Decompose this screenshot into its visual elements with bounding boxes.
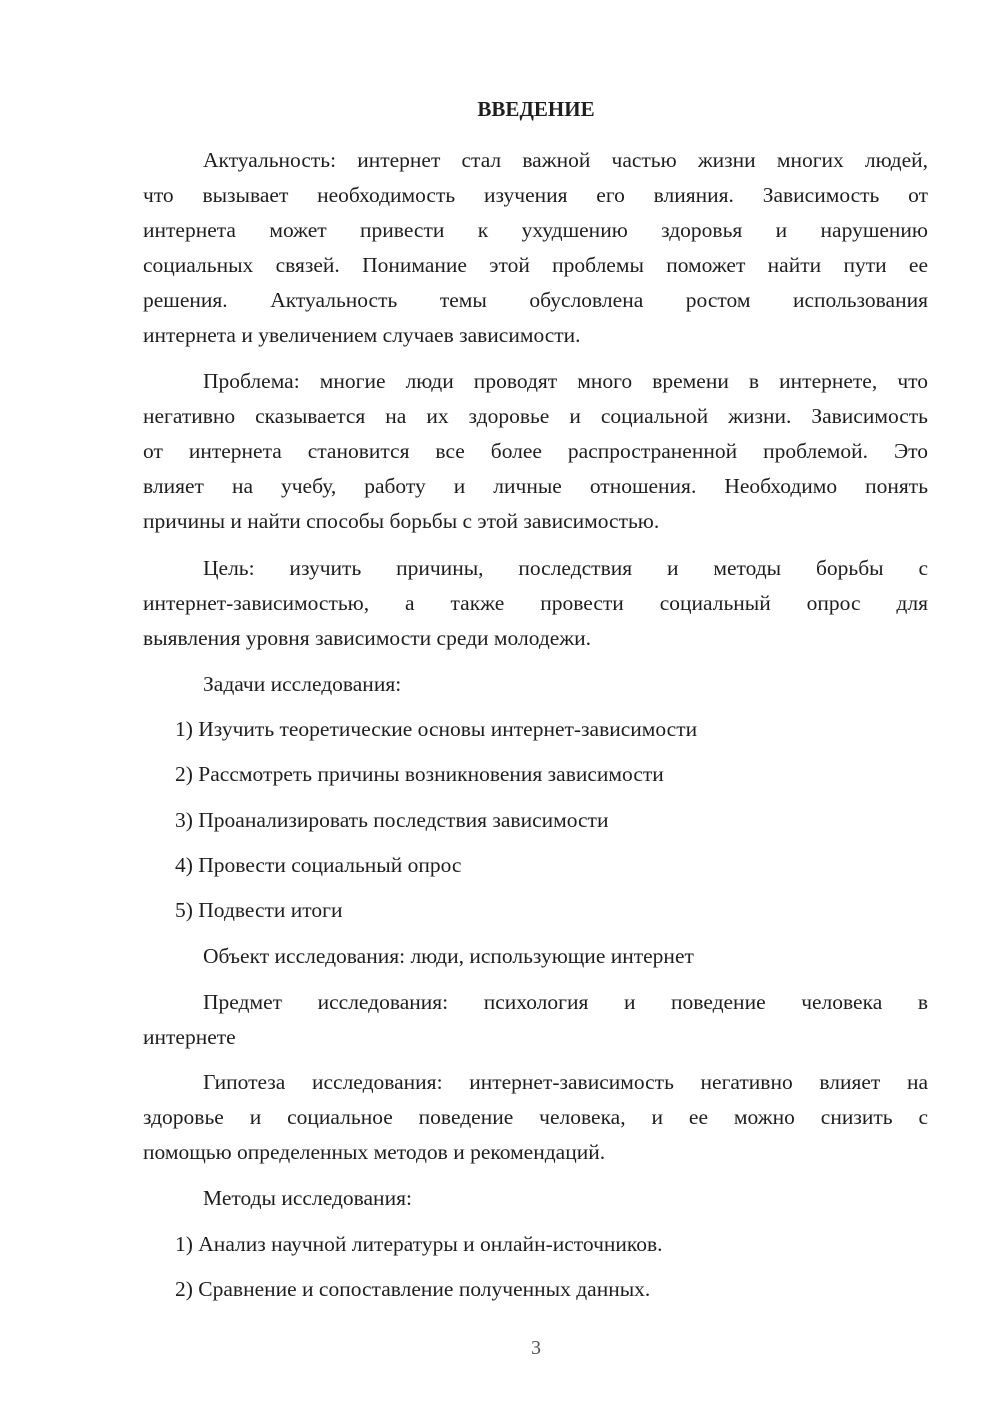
object-line: Объект исследования: люди, использующие интернет <box>203 944 694 968</box>
task-item-1: 1) Изучить теоретические основы интернет-зависимости <box>175 717 698 741</box>
methods-heading: Методы исследования: <box>203 1186 412 1210</box>
relevance-line-4: социальных связей. Понимание этой проблемы поможет найти пути ее <box>143 253 928 277</box>
tasks-heading: Задачи исследования: <box>203 672 402 696</box>
relevance-line-1: Актуальность: интернет стал важной частью жизни многих людей, <box>203 148 928 172</box>
hypothesis-line-1: Гипотеза исследования: интернет-зависимость негативно влияет на <box>203 1070 928 1094</box>
page-title: ВВЕДЕНИЕ <box>477 97 595 121</box>
task-item-3: 3) Проанализировать последствия зависимости <box>175 808 609 832</box>
task-item-5: 5) Подвести итоги <box>175 898 343 922</box>
relevance-line-6: интернета и увеличением случаев зависимости. <box>143 323 581 347</box>
subject-line-1: Предмет исследования: психология и поведение человека в <box>203 990 928 1014</box>
task-item-2: 2) Рассмотреть причины возникновения зависимости <box>175 762 664 786</box>
problem-line-5: причины и найти способы борьбы с этой зависимостью. <box>143 509 660 533</box>
relevance-line-2: что вызывает необходимость изучения его влияния. Зависимость от <box>143 183 928 207</box>
task-item-4: 4) Провести социальный опрос <box>175 853 462 877</box>
goal-line-1: Цель: изучить причины, последствия и методы борьбы с <box>203 556 928 580</box>
goal-line-3: выявления уровня зависимости среди молодежи. <box>143 626 592 650</box>
subject-line-2: интернете <box>143 1025 236 1049</box>
method-item-2: 2) Сравнение и сопоставление полученных данных. <box>175 1277 651 1301</box>
method-item-1: 1) Анализ научной литературы и онлайн-источников. <box>175 1232 663 1256</box>
relevance-line-5: решения. Актуальность темы обусловлена ростом использования <box>143 288 928 312</box>
goal-line-2: интернет-зависимостью, а также провести социальный опрос для <box>143 591 928 615</box>
problem-line-1: Проблема: многие люди проводят много времени в интернете, что <box>203 369 928 393</box>
hypothesis-line-3: помощью определенных методов и рекомендаций. <box>143 1140 606 1164</box>
problem-line-2: негативно сказывается на их здоровье и социальной жизни. Зависимость <box>143 404 928 428</box>
relevance-line-3: интернета может привести к ухудшению здоровья и нарушению <box>143 218 928 242</box>
problem-line-3: от интернета становится все более распространенной проблемой. Это <box>143 439 928 463</box>
page-number: 3 <box>531 1337 541 1359</box>
hypothesis-line-2: здоровье и социальное поведение человека, и ее можно снизить с <box>143 1105 928 1129</box>
problem-line-4: влияет на учебу, работу и личные отношения. Необходимо понять <box>143 474 928 498</box>
